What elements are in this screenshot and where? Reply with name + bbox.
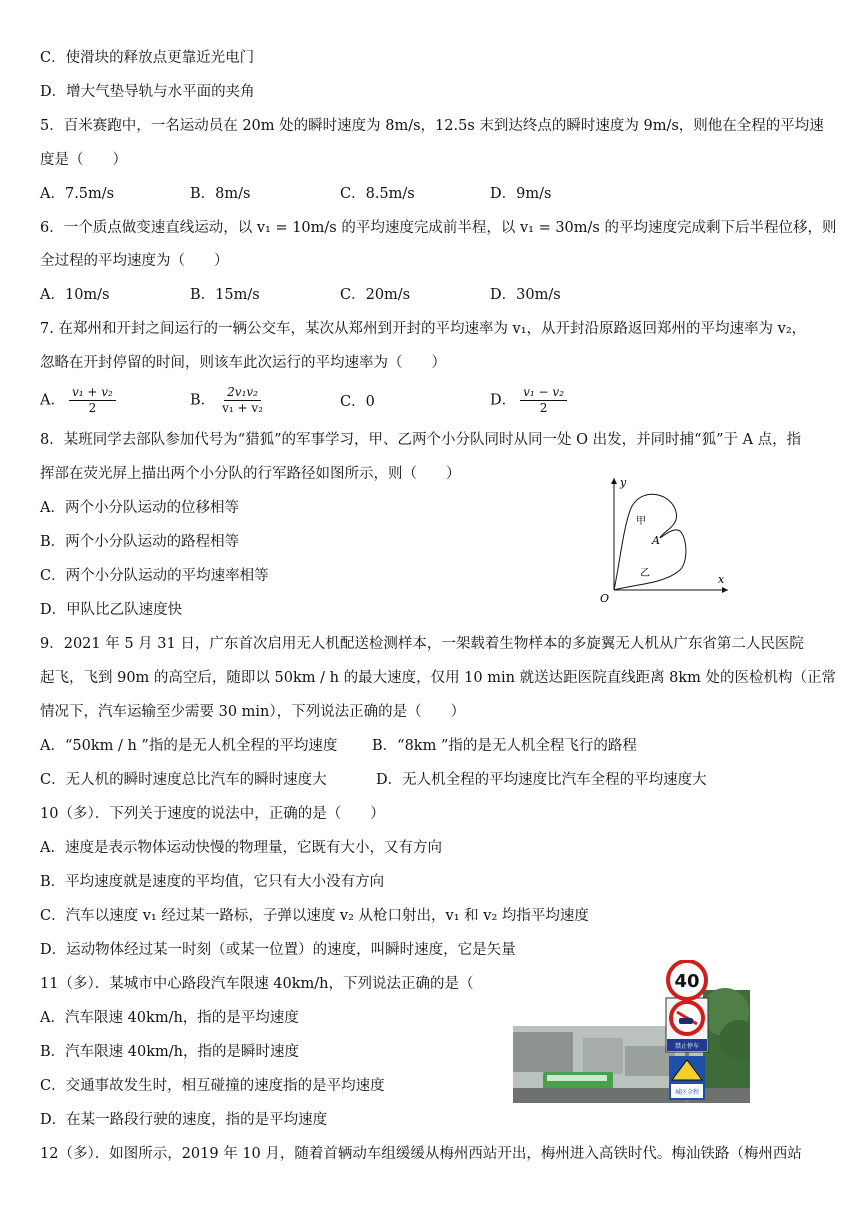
path-yi (614, 530, 686, 590)
q9-option-d: D．无人机全程的平均速度比汽车全程的平均速度大 (376, 772, 707, 788)
q7-option-d-fraction (520, 385, 567, 416)
fig-path-yi-label: 乙 (640, 568, 650, 579)
q7-option-d-denominator: 2 (539, 401, 548, 415)
q4-option-d: D．增大气垫导轨与水平面的夹角 (40, 84, 255, 100)
q10-option-d: D．运动物体经过某一时刻（或某一位置）的速度，叫瞬时速度，它是矢量 (40, 942, 516, 958)
fig-path-jia-label: 甲 (636, 516, 646, 527)
fig-origin-label: O (600, 592, 610, 605)
q6-option-c: C．20m/s (340, 287, 411, 303)
q11-option-d: D．在某一路段行驶的速度，指的是平均速度 (40, 1112, 328, 1128)
q9-stem-line3: 情况下，汽车运输至少需要 30 min），下列说法正确的是（ ） (40, 704, 466, 720)
q7-option-d-numerator: v₁ − v₂ (520, 385, 567, 401)
q10-option-b: B．平均速度就是速度的平均值，它只有大小没有方向 (40, 874, 385, 890)
q5-stem-line1: 5．百米赛跑中，一名运动员在 20m 处的瞬时速度为 8m/s，12.5s 末到达终点的瞬时速度为 9m/s，则他在全程的平均速 (40, 118, 824, 134)
q8-option-b: B．两个小分队运动的路程相等 (40, 534, 240, 550)
q6-option-a: A．10m/s (40, 287, 110, 303)
q11-option-b: B．汽车限速 40km/h，指的是瞬时速度 (40, 1044, 299, 1060)
q9-stem-line1: 9．2021 年 5 月 31 日，广东首次启用无人机配送检测样本，一架载着生物样本的多旋翼无人机从广东省第二人民医院 (40, 636, 804, 652)
q5-stem-line2: 度是（ ） (40, 152, 127, 168)
q9-option-b: B．“8km ”指的是无人机全程飞行的路程 (372, 738, 637, 754)
q8-option-d: D．甲队比乙队速度快 (40, 602, 183, 618)
q7-option-c: C．0 (340, 394, 375, 410)
fig-y-label: y (620, 476, 627, 489)
q8-path-diagram (590, 472, 740, 606)
q7-stem-line2: 忽略在开封停留的时间，则该车此次运行的平均速率为（ ） (40, 355, 446, 371)
q10-option-c: C．汽车以速度 v₁ 经过某一路标，子弹以速度 v₂ 从枪口射出，v₁ 和 v₂ 均指平均速度 (40, 908, 589, 924)
q11-option-c: C．交通事故发生时，相互碰撞的速度指的是平均速度 (40, 1078, 385, 1094)
q9-option-a: A．“50km / h ”指的是无人机全程的平均速度 (40, 738, 338, 754)
q7-option-b-fraction (219, 385, 266, 416)
q6-option-b: B．15m/s (190, 287, 260, 303)
q10-stem: 10（多）．下列关于速度的说法中，正确的是（ ） (40, 806, 385, 822)
q5-option-b: B．8m/s (190, 186, 251, 202)
q7-option-d (490, 385, 567, 416)
sub-sign-text: 禁止停车 (674, 1043, 700, 1050)
q11-option-a: A．汽车限速 40km/h，指的是平均速度 (40, 1010, 299, 1026)
q7-option-b-denominator: v₁ + v₂ (222, 401, 264, 415)
q4-option-c: C．使滑块的释放点更靠近光电门 (40, 50, 255, 66)
q7-option-b-numerator: 2v₁v₂ (224, 385, 261, 401)
q7-option-a-fraction (69, 385, 116, 416)
q9-option-c: C．无人机的瞬时速度总比汽车的瞬时速度大 (40, 772, 327, 788)
q7-option-a-label: A． (40, 392, 65, 409)
q8-stem-line1: 8．某班同学去部队参加代号为“猎狐”的军事学习，甲、乙两个小分队同时从同一处 O 出发，并同时捕“狐”于 A 点，指 (40, 432, 802, 448)
q10-option-a: A．速度是表示物体运动快慢的物理量，它既有大小，又有方向 (40, 840, 442, 856)
q5-option-d: D．9m/s (490, 186, 552, 202)
zone-sign-text: 城区全程 (674, 1089, 700, 1096)
q12-stem: 12（多）．如图所示，2019 年 10 月，随着首辆动车组缓缓从梅州西站开出，梅州进入高铁时代。梅汕铁路（梅州西站 (40, 1146, 802, 1162)
q6-option-d: D．30m/s (490, 287, 561, 303)
q5-option-a: A．7.5m/s (40, 186, 115, 202)
fig-x-label: x (718, 573, 725, 586)
q7-option-b (190, 385, 266, 416)
q7-option-a-denominator: 2 (88, 401, 97, 415)
q8-option-c: C．两个小分队运动的平均速率相等 (40, 568, 269, 584)
q7-stem-line1: 7. 在郑州和开封之间运行的一辆公交车，某次从郑州到开封的平均速率为 v₁，从开封沿原路返回郑州的平均速率为 v₂， (40, 321, 807, 337)
q9-stem-line2: 起飞，飞到 90m 的高空后，随即以 50km / h 的最大速度，仅用 10 min 就送达距医院直线距离 8km 处的医检机构（正常 (40, 670, 837, 686)
q7-option-a-numerator: v₁ + v₂ (69, 385, 116, 401)
q8-stem-line2: 挥部在荧光屏上描出两个小分队的行军路径如图所示，则（ ） (40, 466, 461, 482)
speed-limit-number: 40 (674, 971, 700, 992)
q6-stem-line1: 6．一个质点做变速直线运动，以 v₁ = 10m/s 的平均速度完成前半程，以 v₁ = 30m/s 的平均速度完成剩下后半程位移，则 (40, 220, 837, 236)
q11-stem: 11（多）．某城市中心路段汽车限速 40km/h，下列说法正确的是（ (40, 976, 474, 992)
fig-point-a-label: A (652, 534, 660, 547)
q6-stem-line2: 全过程的平均速度为（ ） (40, 253, 229, 269)
q5-option-c: C．8.5m/s (340, 186, 415, 202)
q7-option-d-label: D． (490, 392, 517, 409)
speed-limit-photo (513, 960, 750, 1103)
q8-option-a: A．两个小分队运动的位移相等 (40, 500, 239, 516)
q7-option-a (40, 385, 116, 416)
q7-option-b-label: B． (190, 392, 216, 409)
